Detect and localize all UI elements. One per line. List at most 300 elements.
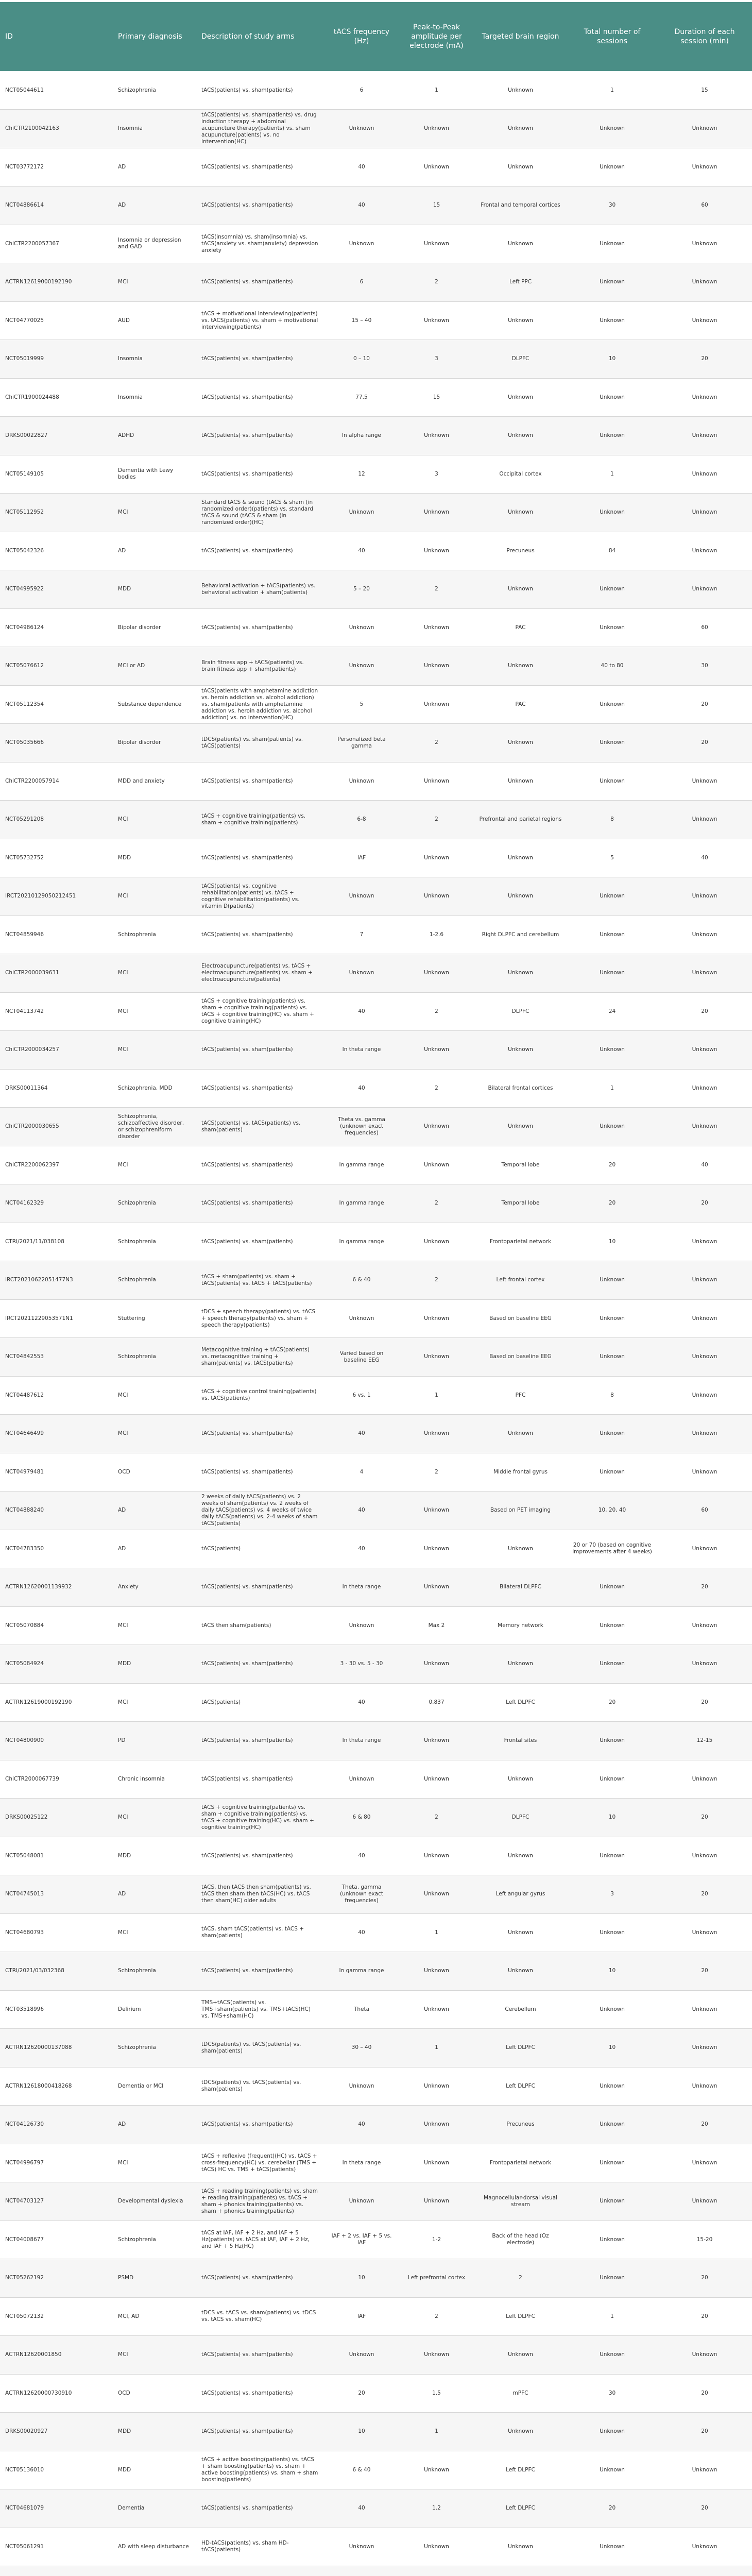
- cell-tacs-frequency: Theta: [324, 1990, 399, 2029]
- cell-total-sessions: Unknown: [567, 1338, 657, 1377]
- cell-amplitude: Unknown: [399, 762, 474, 801]
- cell-brain-region: PFC: [474, 1376, 567, 1415]
- table-row: [0, 2106, 752, 2144]
- cell-total-sessions: Unknown: [567, 1568, 657, 1607]
- cell-tacs-frequency: 40: [324, 2106, 399, 2144]
- cell-total-sessions: Unknown: [567, 1261, 657, 1300]
- cell-amplitude: Unknown: [399, 1990, 474, 2029]
- header-tacs-frequency: tACS frequency (Hz): [324, 2, 399, 71]
- cell-study-arms: Electroacupuncture(patients) vs. tACS + electroacupuncture(patients) vs. sham + electroacupuncture(patients): [196, 954, 324, 993]
- cell-session-duration: Unknown: [657, 1837, 752, 1875]
- cell-brain-region: PAC: [474, 685, 567, 724]
- cell-amplitude: Unknown: [399, 1568, 474, 1607]
- table-row: [0, 1837, 752, 1875]
- cell-amplitude: Unknown: [399, 1415, 474, 1453]
- cell-primary-diagnosis: MCI, AD: [113, 2297, 196, 2336]
- cell-total-sessions: Unknown: [567, 2144, 657, 2182]
- cell-tacs-frequency: Personalized beta gamma: [324, 724, 399, 762]
- cell-brain-region: Unknown: [474, 1952, 567, 1991]
- cell-amplitude: 1-2: [399, 2221, 474, 2259]
- cell-id: NCT05048081: [0, 1837, 113, 1875]
- table-row: [0, 801, 752, 839]
- cell-study-arms: tACS + motivational interviewing(patients) vs. tACS(patients) vs. sham + motivational interviewing(patients): [196, 301, 324, 340]
- table-header: [0, 2, 752, 71]
- table-row: [0, 225, 752, 263]
- table-row: [0, 1683, 752, 1722]
- cell-amplitude: Unknown: [399, 110, 474, 148]
- cell-session-duration: Unknown: [657, 148, 752, 187]
- cell-brain-region: Magnocellular-dorsal visual stream: [474, 2182, 567, 2221]
- cell-amplitude: Unknown: [399, 608, 474, 647]
- cell-id: ACTRN12619000192190: [0, 1683, 113, 1722]
- table-row: [0, 1415, 752, 1453]
- cell-id: DRKS00011364: [0, 1069, 113, 1108]
- cell-amplitude: 0.837: [399, 1683, 474, 1722]
- cell-amplitude: Unknown: [399, 2144, 474, 2182]
- table-row: [0, 1338, 752, 1377]
- cell-study-arms: [196, 2566, 324, 2576]
- table-row: [0, 1799, 752, 1837]
- cell-total-sessions: Unknown: [567, 1606, 657, 1645]
- cell-session-duration: Unknown: [657, 1031, 752, 1070]
- cell-total-sessions: Unknown: [567, 2221, 657, 2259]
- cell-id: NCT04646499: [0, 1415, 113, 1453]
- cell-id: NCT05112952: [0, 494, 113, 532]
- cell-session-duration: 20: [657, 1683, 752, 1722]
- table-row: [0, 340, 752, 379]
- cell-brain-region: Right DLPFC and cerebellum: [474, 916, 567, 954]
- cell-total-sessions: 1: [567, 71, 657, 110]
- table-row: [0, 455, 752, 494]
- table-row: [0, 1146, 752, 1184]
- cell-study-arms: tACS(patients) vs. sham(patients): [196, 71, 324, 110]
- cell-primary-diagnosis: AD: [113, 532, 196, 570]
- cell-id: NCT05084924: [0, 1645, 113, 1684]
- cell-primary-diagnosis: MDD: [113, 2451, 196, 2489]
- cell-tacs-frequency: 4: [324, 1453, 399, 1492]
- cell-total-sessions: 10: [567, 1952, 657, 1991]
- cell-primary-diagnosis: Substance dependence: [113, 685, 196, 724]
- cell-total-sessions: Unknown: [567, 1990, 657, 2029]
- cell-tacs-frequency: 40: [324, 1530, 399, 1568]
- cell-study-arms: tACS(patients) vs. sham(patients): [196, 2259, 324, 2298]
- cell-tacs-frequency: 40: [324, 1069, 399, 1108]
- table-row: [0, 1722, 752, 1760]
- cell-id: NCT04986124: [0, 608, 113, 647]
- table-row: [0, 2489, 752, 2528]
- cell-amplitude: 15: [399, 187, 474, 225]
- cell-amplitude: Unknown: [399, 301, 474, 340]
- cell-tacs-frequency: 5 – 20: [324, 570, 399, 609]
- cell-session-duration: 20: [657, 1568, 752, 1607]
- cell-tacs-frequency: IAF: [324, 2297, 399, 2336]
- cell-session-duration: Unknown: [657, 877, 752, 916]
- cell-brain-region: Prefrontal and parietal regions: [474, 801, 567, 839]
- cell-session-duration: 20: [657, 2374, 752, 2413]
- cell-id: NCT05070884: [0, 1606, 113, 1645]
- cell-brain-region: Unknown: [474, 954, 567, 993]
- cell-session-duration: 20: [657, 340, 752, 379]
- cell-id: NCT05019999: [0, 340, 113, 379]
- cell-id: IRCT20210622051477N3: [0, 1261, 113, 1300]
- cell-brain-region: Unknown: [474, 378, 567, 417]
- table-row: [0, 992, 752, 1031]
- cell-tacs-frequency: In theta range: [324, 1722, 399, 1760]
- cell-total-sessions: Unknown: [567, 1722, 657, 1760]
- cell-brain-region: Left DLPFC: [474, 2451, 567, 2489]
- cell-total-sessions: 10: [567, 340, 657, 379]
- cell-study-arms: tACS(patients) vs. sham(patients): [196, 532, 324, 570]
- cell-amplitude: 2: [399, 801, 474, 839]
- cell-total-sessions: Unknown: [567, 1913, 657, 1952]
- cell-amplitude: 2: [399, 724, 474, 762]
- cell-id: NCT04859946: [0, 916, 113, 954]
- cell-primary-diagnosis: MDD: [113, 1837, 196, 1875]
- cell-study-arms: tDCS(patients) vs. sham(patients) vs. tACS(patients): [196, 724, 324, 762]
- cell-session-duration: Unknown: [657, 263, 752, 302]
- cell-id: NCT04487612: [0, 1376, 113, 1415]
- table-row: [0, 148, 752, 187]
- cell-total-sessions: 3: [567, 1875, 657, 1914]
- cell-tacs-frequency: [324, 2566, 399, 2576]
- cell-primary-diagnosis: MCI: [113, 2144, 196, 2182]
- cell-study-arms: tACS(patients) vs. sham(patients): [196, 762, 324, 801]
- cell-session-duration: Unknown: [657, 494, 752, 532]
- cell-id: ChiCTR1900024488: [0, 378, 113, 417]
- cell-brain-region: Frontal sites: [474, 1722, 567, 1760]
- cell-brain-region: Unknown: [474, 2413, 567, 2451]
- cell-brain-region: mPFC: [474, 2374, 567, 2413]
- cell-amplitude: 3: [399, 340, 474, 379]
- cell-id: ChiCTR2000034257: [0, 1031, 113, 1070]
- cell-amplitude: 1: [399, 2413, 474, 2451]
- cell-total-sessions: 10: [567, 2029, 657, 2067]
- cell-study-arms: tACS(patients) vs. sham(patients): [196, 1952, 324, 1991]
- cell-primary-diagnosis: Schizophrenia: [113, 1223, 196, 1261]
- cell-amplitude: Unknown: [399, 1146, 474, 1184]
- cell-study-arms: tACS(patients with amphetamine addiction vs. heroin addiction vs. alcohol addiction) vs. sham(patients with amphetamine addiction vs. heroin addiction vs. alcohol addiction) vs. no intervention(HC): [196, 685, 324, 724]
- cell-tacs-frequency: 6 vs. 1: [324, 1376, 399, 1415]
- cell-session-duration: 15-20: [657, 2221, 752, 2259]
- table-row: [0, 1760, 752, 1799]
- cell-tacs-frequency: 6 & 80: [324, 1799, 399, 1837]
- cell-total-sessions: Unknown: [567, 1453, 657, 1492]
- cell-id: ChiCTR2000030655: [0, 1108, 113, 1146]
- cell-amplitude: Max 2: [399, 1606, 474, 1645]
- cell-session-duration: Unknown: [657, 1261, 752, 1300]
- cell-study-arms: tACS(patients) vs. sham(patients): [196, 1453, 324, 1492]
- cell-total-sessions: Unknown: [567, 608, 657, 647]
- cell-total-sessions: Unknown: [567, 110, 657, 148]
- cell-session-duration: Unknown: [657, 954, 752, 993]
- cell-id: NCT04680793: [0, 1913, 113, 1952]
- cell-tacs-frequency: 40: [324, 532, 399, 570]
- cell-session-duration: 20: [657, 2489, 752, 2528]
- cell-session-duration: Unknown: [657, 1760, 752, 1799]
- table-row: [0, 1530, 752, 1568]
- cell-session-duration: Unknown: [657, 1299, 752, 1338]
- studies-table: [0, 2, 752, 2576]
- cell-study-arms: tACS(patients) vs. sham(patients): [196, 2489, 324, 2528]
- table-row: [0, 2029, 752, 2067]
- cell-brain-region: Unknown: [474, 877, 567, 916]
- cell-tacs-frequency: Unknown: [324, 762, 399, 801]
- cell-study-arms: tACS(patients) vs. sham(patients): [196, 2413, 324, 2451]
- cell-session-duration: 20: [657, 685, 752, 724]
- table-row: [0, 1299, 752, 1338]
- cell-study-arms: tACS + cognitive training(patients) vs. sham + cognitive training(patients) vs. tACS + cognitive training(HC) vs. sham + cognitive training(HC): [196, 1799, 324, 1837]
- cell-amplitude: Unknown: [399, 1338, 474, 1377]
- cell-brain-region: Unknown: [474, 2528, 567, 2566]
- cell-brain-region: Unknown: [474, 110, 567, 148]
- header-row: [0, 2, 752, 71]
- cell-primary-diagnosis: MCI: [113, 1415, 196, 1453]
- cell-study-arms: tACS(patients) vs. sham(patients): [196, 1069, 324, 1108]
- cell-brain-region: Cerebellum: [474, 1990, 567, 2029]
- cell-session-duration: Unknown: [657, 1069, 752, 1108]
- cell-study-arms: tACS(patients) vs. sham(patients): [196, 1837, 324, 1875]
- table-row: [0, 1990, 752, 2029]
- cell-primary-diagnosis: Schizophrenia: [113, 916, 196, 954]
- cell-primary-diagnosis: Schizophrenia: [113, 2029, 196, 2067]
- cell-session-duration: 15: [657, 71, 752, 110]
- cell-primary-diagnosis: MCI: [113, 877, 196, 916]
- table-row: [0, 954, 752, 993]
- cell-amplitude: Unknown: [399, 877, 474, 916]
- cell-primary-diagnosis: Schizophrenia: [113, 1952, 196, 1991]
- cell-total-sessions: Unknown: [567, 1031, 657, 1070]
- cell-session-duration: Unknown: [657, 1990, 752, 2029]
- cell-tacs-frequency: Unknown: [324, 2067, 399, 2106]
- cell-id: NCT04008677: [0, 2221, 113, 2259]
- cell-brain-region: [474, 2566, 567, 2576]
- table-row: [0, 494, 752, 532]
- cell-id: NCT04996797: [0, 2144, 113, 2182]
- cell-id: DRKS00022827: [0, 417, 113, 455]
- cell-tacs-frequency: Unknown: [324, 225, 399, 263]
- cell-study-arms: tACS(patients) vs. sham(patients): [196, 608, 324, 647]
- cell-primary-diagnosis: Dementia with Lewy bodies: [113, 455, 196, 494]
- cell-primary-diagnosis: MCI: [113, 1913, 196, 1952]
- cell-total-sessions: 10: [567, 1799, 657, 1837]
- cell-study-arms: tACS + cognitive control training(patients) vs. tACS(patients): [196, 1376, 324, 1415]
- cell-study-arms: TMS+tACS(patients) vs. TMS+sham(patients) vs. TMS+tACS(HC) vs. TMS+sham(HC): [196, 1990, 324, 2029]
- cell-study-arms: tACS, then tACS then sham(patients) vs. tACS then sham then tACS(HC) vs. tACS then sham(HC) older adults: [196, 1875, 324, 1914]
- cell-id: ChiCTR2200057367: [0, 225, 113, 263]
- cell-amplitude: Unknown: [399, 1299, 474, 1338]
- cell-amplitude: 2: [399, 1799, 474, 1837]
- cell-tacs-frequency: In gamma range: [324, 1146, 399, 1184]
- cell-session-duration: Unknown: [657, 1415, 752, 1453]
- cell-primary-diagnosis: MCI: [113, 1376, 196, 1415]
- cell-primary-diagnosis: MCI: [113, 263, 196, 302]
- cell-brain-region: Frontoparietal network: [474, 1223, 567, 1261]
- cell-total-sessions: 20: [567, 2489, 657, 2528]
- table-row: [0, 378, 752, 417]
- table-body: [0, 71, 752, 2576]
- cell-brain-region: Left frontal cortex: [474, 1261, 567, 1300]
- cell-brain-region: Unknown: [474, 494, 567, 532]
- cell-total-sessions: 20: [567, 1184, 657, 1223]
- cell-primary-diagnosis: MCI: [113, 1606, 196, 1645]
- table-row: [0, 1184, 752, 1223]
- cell-id: NCT05035666: [0, 724, 113, 762]
- cell-primary-diagnosis: Schizophrenia, MDD: [113, 1069, 196, 1108]
- cell-id: ChiCTR2100042163: [0, 110, 113, 148]
- cell-id: ACTRN12619000192190: [0, 263, 113, 302]
- cell-study-arms: tACS, sham tACS(patients) vs. tACS + sham(patients): [196, 1913, 324, 1952]
- cell-brain-region: Temporal lobe: [474, 1184, 567, 1223]
- cell-session-duration: Unknown: [657, 2336, 752, 2375]
- cell-id: NCT05072132: [0, 2297, 113, 2336]
- cell-id: NCT04979481: [0, 1453, 113, 1492]
- cell-brain-region: Unknown: [474, 1530, 567, 1568]
- table-row: [0, 71, 752, 110]
- cell-tacs-frequency: IAF: [324, 839, 399, 877]
- cell-total-sessions: Unknown: [567, 2528, 657, 2566]
- cell-primary-diagnosis: PSMD: [113, 2259, 196, 2298]
- cell-id: NCT05262192: [0, 2259, 113, 2298]
- cell-tacs-frequency: Varied based on baseline EEG: [324, 1338, 399, 1377]
- table-row: [0, 2374, 752, 2413]
- cell-primary-diagnosis: AD: [113, 1530, 196, 1568]
- cell-brain-region: Left DLPFC: [474, 1683, 567, 1722]
- table-row: [0, 110, 752, 148]
- cell-primary-diagnosis: Anxiety: [113, 1568, 196, 1607]
- cell-tacs-frequency: 3 - 30 vs. 5 - 30: [324, 1645, 399, 1684]
- cell-total-sessions: Unknown: [567, 148, 657, 187]
- cell-tacs-frequency: 6-8: [324, 801, 399, 839]
- table-row: [0, 2259, 752, 2298]
- cell-session-duration: Unknown: [657, 301, 752, 340]
- cell-amplitude: 1: [399, 71, 474, 110]
- cell-study-arms: tACS + sham(patients) vs. sham + tACS(patients) vs. tACS + tACS(patients): [196, 1261, 324, 1300]
- cell-primary-diagnosis: MCI: [113, 1799, 196, 1837]
- cell-brain-region: Unknown: [474, 301, 567, 340]
- cell-total-sessions: 20 or 70 (based on cognitive improvements after 4 weeks): [567, 1530, 657, 1568]
- cell-amplitude: 1-2.6: [399, 916, 474, 954]
- cell-brain-region: Unknown: [474, 1108, 567, 1146]
- cell-brain-region: Left DLPFC: [474, 2297, 567, 2336]
- cell-amplitude: Unknown: [399, 2067, 474, 2106]
- cell-session-duration: Unknown: [657, 2144, 752, 2182]
- cell-id: [0, 2566, 113, 2576]
- cell-tacs-frequency: Unknown: [324, 647, 399, 686]
- cell-session-duration: Unknown: [657, 225, 752, 263]
- cell-amplitude: 2: [399, 2297, 474, 2336]
- cell-amplitude: Unknown: [399, 954, 474, 993]
- cell-primary-diagnosis: [113, 2566, 196, 2576]
- cell-id: NCT04888240: [0, 1492, 113, 1530]
- cell-total-sessions: 30: [567, 2374, 657, 2413]
- cell-session-duration: Unknown: [657, 1108, 752, 1146]
- cell-id: NCT05732752: [0, 839, 113, 877]
- cell-study-arms: tACS(patients) vs. sham(patients): [196, 2336, 324, 2375]
- cell-study-arms: tACS + cognitive training(patients) vs. sham + cognitive training(patients) vs. tACS + cognitive training(HC) vs. sham + cognitive training(HC): [196, 992, 324, 1031]
- cell-id: NCT05136010: [0, 2451, 113, 2489]
- table-row: [0, 2451, 752, 2489]
- cell-session-duration: Unknown: [657, 532, 752, 570]
- cell-id: NCT04886614: [0, 187, 113, 225]
- cell-total-sessions: Unknown: [567, 2259, 657, 2298]
- cell-amplitude: [399, 2566, 474, 2576]
- cell-amplitude: Unknown: [399, 494, 474, 532]
- cell-tacs-frequency: In gamma range: [324, 1184, 399, 1223]
- cell-amplitude: 1: [399, 2029, 474, 2067]
- table-row: [0, 2413, 752, 2451]
- cell-amplitude: Unknown: [399, 417, 474, 455]
- cell-brain-region: Unknown: [474, 1031, 567, 1070]
- cell-amplitude: Unknown: [399, 148, 474, 187]
- table-row: [0, 2566, 752, 2576]
- cell-session-duration: Unknown: [657, 801, 752, 839]
- cell-session-duration: Unknown: [657, 455, 752, 494]
- cell-id: NCT05149105: [0, 455, 113, 494]
- cell-study-arms: tACS(patients) vs. tACS(patients) vs. sham(patients): [196, 1108, 324, 1146]
- cell-primary-diagnosis: MDD: [113, 570, 196, 609]
- cell-tacs-frequency: In gamma range: [324, 1952, 399, 1991]
- cell-total-sessions: 1: [567, 1069, 657, 1108]
- cell-study-arms: tACS(patients) vs. sham(patients): [196, 378, 324, 417]
- cell-study-arms: tACS(patients) vs. sham(patients): [196, 1223, 324, 1261]
- cell-brain-region: Unknown: [474, 839, 567, 877]
- cell-primary-diagnosis: AD: [113, 1492, 196, 1530]
- cell-brain-region: Based on PET imaging: [474, 1492, 567, 1530]
- cell-session-duration: Unknown: [657, 2528, 752, 2566]
- cell-session-duration: Unknown: [657, 1913, 752, 1952]
- cell-session-duration: 20: [657, 1875, 752, 1914]
- table-row: [0, 1568, 752, 1607]
- cell-total-sessions: Unknown: [567, 2451, 657, 2489]
- cell-tacs-frequency: Unknown: [324, 110, 399, 148]
- cell-session-duration: Unknown: [657, 1376, 752, 1415]
- cell-session-duration: Unknown: [657, 2067, 752, 2106]
- cell-tacs-frequency: Unknown: [324, 2182, 399, 2221]
- cell-session-duration: Unknown: [657, 1223, 752, 1261]
- cell-total-sessions: Unknown: [567, 2182, 657, 2221]
- cell-study-arms: tACS(patients): [196, 1683, 324, 1722]
- cell-total-sessions: Unknown: [567, 378, 657, 417]
- cell-tacs-frequency: 6: [324, 263, 399, 302]
- cell-primary-diagnosis: Schizophrenia: [113, 1261, 196, 1300]
- cell-total-sessions: 30: [567, 187, 657, 225]
- cell-brain-region: Left DLPFC: [474, 2489, 567, 2528]
- cell-brain-region: Unknown: [474, 1837, 567, 1875]
- cell-study-arms: tACS(insomnia) vs. sham(insomnia) vs. tACS(anxiety vs. sham(anxiety) depression anxiety: [196, 225, 324, 263]
- cell-brain-region: Left DLPFC: [474, 2029, 567, 2067]
- cell-amplitude: Unknown: [399, 1952, 474, 1991]
- cell-primary-diagnosis: MCI: [113, 954, 196, 993]
- cell-id: NCT04162329: [0, 1184, 113, 1223]
- table-row: [0, 301, 752, 340]
- cell-study-arms: Behavioral activation + tACS(patients) vs. behavioral activation + sham(patients): [196, 570, 324, 609]
- cell-total-sessions: 40 to 80: [567, 647, 657, 686]
- cell-study-arms: tACS(patients) vs. sham(patients): [196, 1415, 324, 1453]
- cell-study-arms: Brain fitness app + tACS(patients) vs. brain fitness app + sham(patients): [196, 647, 324, 686]
- cell-primary-diagnosis: MDD: [113, 1645, 196, 1684]
- cell-id: NCT05044611: [0, 71, 113, 110]
- cell-id: NCT03772172: [0, 148, 113, 187]
- cell-session-duration: 20: [657, 724, 752, 762]
- cell-study-arms: tACS(patients) vs. sham(patients): [196, 187, 324, 225]
- cell-primary-diagnosis: AUD: [113, 301, 196, 340]
- cell-primary-diagnosis: ADHD: [113, 417, 196, 455]
- header-study-arms: Description of study arms: [196, 2, 324, 71]
- cell-primary-diagnosis: MCI: [113, 1031, 196, 1070]
- table-row: [0, 1223, 752, 1261]
- table-row: [0, 2067, 752, 2106]
- cell-amplitude: 1: [399, 1913, 474, 1952]
